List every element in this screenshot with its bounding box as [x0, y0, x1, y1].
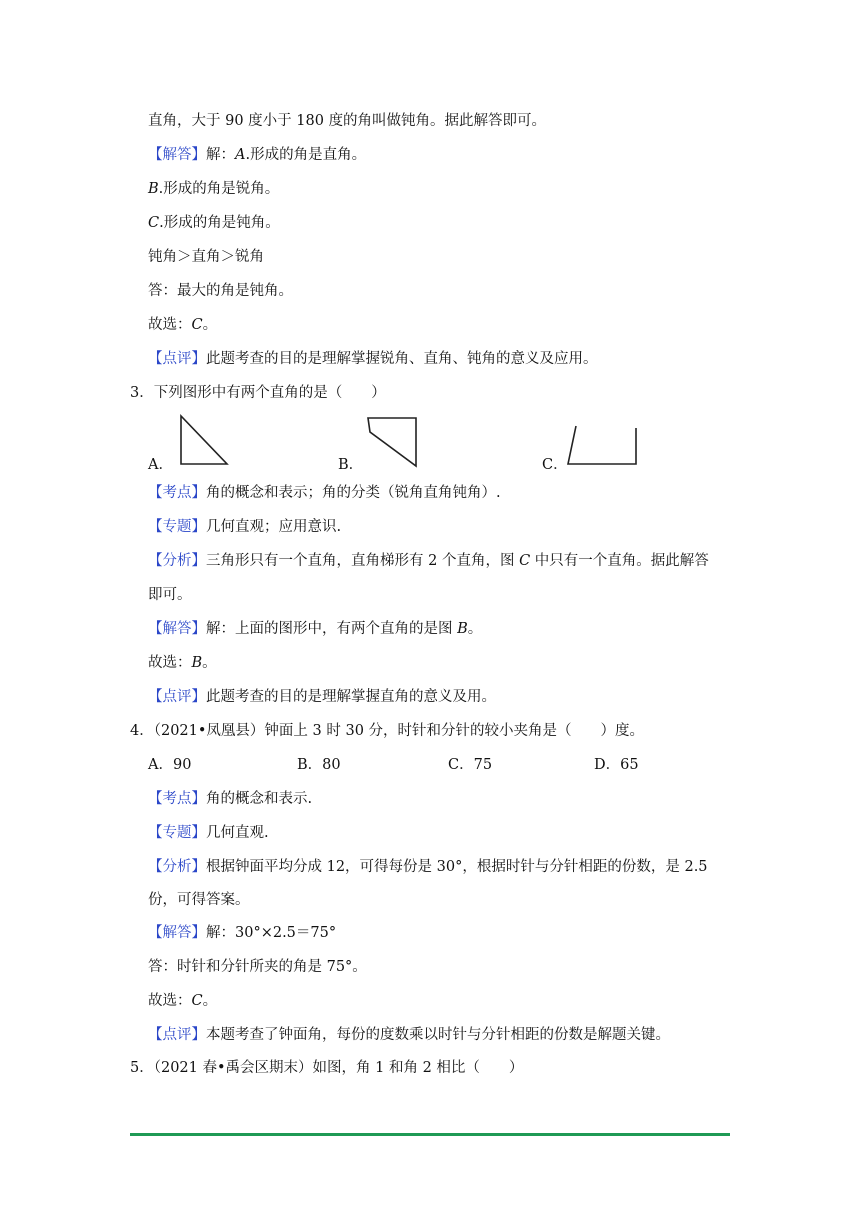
- footer-divider: [130, 1133, 730, 1136]
- zhuanti-line: [148, 823, 269, 843]
- text-line: 直角，大于 90 度小于 180 度的角叫做钝角。据此解答即可。: [148, 113, 547, 129]
- comment-line: [148, 687, 496, 707]
- text: 三角形只有一个直角，直角梯形有 2 个直角，图: [206, 553, 520, 569]
- question-4: 4．（2021•凤凰县）钟面上 3 时 30 分，时针和分针的较小夹角是（ ）度。: [130, 723, 645, 739]
- text-line: [148, 179, 279, 199]
- answer-line: [148, 619, 482, 639]
- text: 几何直观；应用意识.: [206, 519, 342, 535]
- zhuanti-tag: 【专题】: [148, 825, 206, 841]
- choose-line: [148, 315, 217, 335]
- choose-line: [148, 991, 217, 1011]
- comment-line: [148, 349, 598, 369]
- letter: B: [148, 181, 159, 197]
- option-b: B．80: [297, 757, 341, 773]
- option-d: D．65: [594, 757, 639, 773]
- text-line: [148, 213, 280, 233]
- answer-line: [148, 145, 366, 165]
- option-c: C．75: [448, 757, 493, 773]
- text-line: 即可。: [148, 587, 192, 603]
- jieda-tag: 【解答】: [148, 925, 206, 941]
- letter: B: [191, 655, 203, 671]
- answer-line: [148, 923, 336, 943]
- letter: C: [191, 317, 203, 333]
- figure-triangle: [175, 412, 235, 470]
- text: 故选：: [148, 317, 192, 333]
- dianping-tag: 【点评】: [148, 689, 206, 705]
- text: .形成的角是钝角。: [159, 215, 280, 231]
- option-a: A．: [148, 457, 173, 473]
- text: 角的概念和表示.: [206, 791, 313, 807]
- text: .形成的角是锐角。: [158, 181, 280, 197]
- letter: A: [235, 147, 246, 163]
- dianping-tag: 【点评】: [148, 1027, 206, 1043]
- letter: C: [519, 553, 531, 569]
- option-c: C．: [542, 457, 568, 473]
- text: 中只有一个直角。据此解答: [530, 553, 709, 569]
- text-line: 份，可得答案。: [148, 892, 250, 908]
- text-line: 答：时针和分针所夹的角是 75°。: [148, 959, 367, 975]
- text: 。: [202, 993, 218, 1009]
- letter: C: [148, 215, 160, 231]
- text: 。: [202, 317, 218, 333]
- zhuanti-line: [148, 517, 341, 537]
- question-5: 5．（2021 春•禹会区期末）如图，角 1 和角 2 相比（ ）: [130, 1060, 524, 1076]
- comment-line: [148, 1025, 670, 1045]
- fenxi-tag: 【分析】: [148, 859, 206, 875]
- kaodian-tag: 【考点】: [148, 791, 206, 807]
- kaodian-line: [148, 789, 312, 809]
- text: 角的概念和表示；角的分类（锐角直角钝角）.: [206, 485, 501, 501]
- text: 解：上面的图形中，有两个直角的是图: [206, 621, 458, 637]
- text: 解：30°×2.5＝75°: [206, 925, 337, 941]
- kaodian-line: [148, 483, 501, 503]
- jieda-tag: 【解答】: [148, 621, 206, 637]
- text: 此题考查的目的是理解掌握直角的意义及用。: [206, 689, 496, 705]
- question-3: 3．下列图形中有两个直角的是（ ）: [130, 385, 386, 401]
- fenxi-line: [148, 857, 708, 877]
- letter: B: [457, 621, 468, 637]
- choose-line: [148, 653, 217, 673]
- text: 。: [202, 655, 217, 671]
- fenxi-tag: 【分析】: [148, 553, 206, 569]
- text: 故选：: [148, 655, 192, 671]
- figure-angle-shape: [562, 424, 644, 470]
- zhuanti-tag: 【专题】: [148, 519, 206, 535]
- text-line: 答：最大的角是钝角。: [148, 283, 293, 299]
- text: 解：: [206, 147, 235, 163]
- text: .形成的角是直角。: [245, 147, 367, 163]
- text: 故选：: [148, 993, 192, 1009]
- letter: C: [191, 993, 203, 1009]
- text: 几何直观.: [206, 825, 269, 841]
- text: 。: [467, 621, 483, 637]
- jieda-tag: 【解答】: [148, 147, 206, 163]
- text: 此题考查的目的是理解掌握锐角、直角、钝角的意义及应用。: [206, 351, 598, 367]
- dianping-tag: 【点评】: [148, 351, 206, 367]
- text-line: 钝角＞直角＞锐角: [148, 249, 264, 265]
- text: 根据钟面平均分成 12，可得每份是 30°，根据时针与分针相距的份数，是 2.5: [206, 859, 708, 875]
- figure-trapezoid: [364, 412, 424, 470]
- fenxi-line: [148, 551, 709, 571]
- text: 本题考查了钟面角，每份的度数乘以时针与分针相距的份数是解题关键。: [206, 1027, 670, 1043]
- kaodian-tag: 【考点】: [148, 485, 206, 501]
- option-a: A．90: [148, 757, 192, 773]
- option-b: B．: [338, 457, 364, 473]
